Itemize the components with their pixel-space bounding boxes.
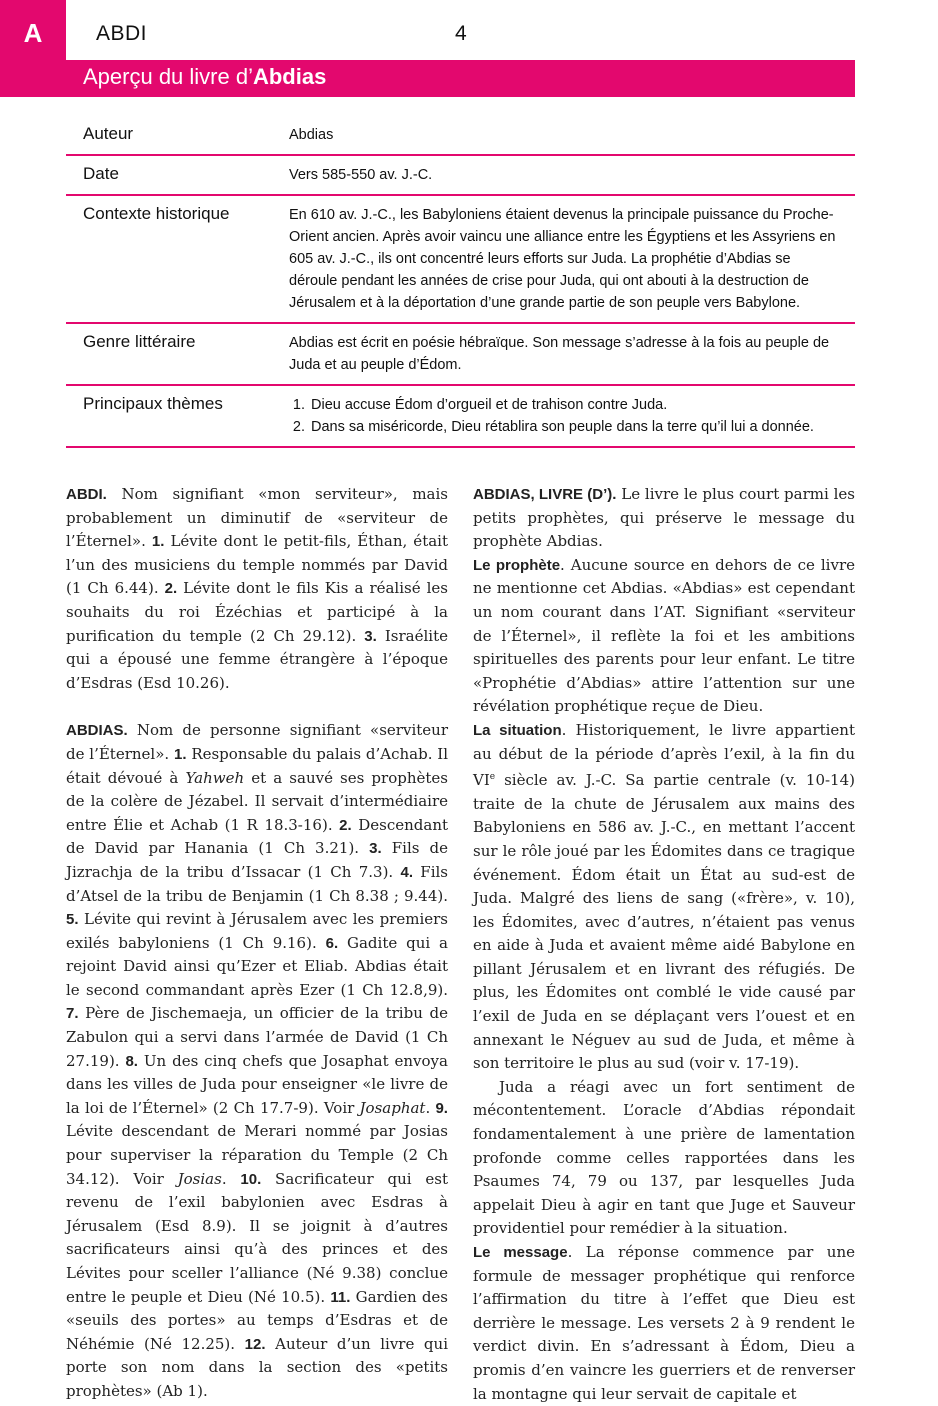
overview-row-author (66, 116, 855, 155)
overview-row-date (66, 155, 855, 195)
row-label: Genre littéraire (83, 332, 196, 351)
section-situation: La situation. Historiquement, le livre appartient au début de la période d’après l’exil, à la fin du VIe siècle av. J.-C. Sa partie centrale (v. 10-14) traite de la chute de Jérusalem aux mains des Babyloniens en 586 av. J.-C., en mettant l’accent sur le rôle joué par les Édomites dans ce tragique événement. Édom était un État au sud-est de Juda. Malgré des liens de sang («frère», v. 10), les Édomites, avec d’autres, n’étaient pas venus en aide à Juda et avaient même aidé Babylone en pillant Jérusalem et en livrant des réfugiés. De plus, les Édomites ont comblé le vide causé par l’exil de Juda en se déplaçant vers l’ouest et en annexant le Néguev au sud de Juda, et même à son territoire le plus au sud (voir v. 17-19). (473, 720, 855, 1073)
running-head: ABDI (96, 22, 148, 45)
section-letter-tab: A (0, 0, 66, 66)
row-label: Contexte historique (83, 204, 230, 223)
row-value: En 610 av. J.-C., les Babyloniens étaient devenus la principale puissance du Proche-Orient ancien. Après avoir vaincu une alliance entre les Égyptiens et les Assyriens en 605 av. J.-C., ils ont concentré leurs efforts sur Juda. La prophétie d’Abdias se déroule pendant les années de crise pour Juda, qui ont abouti à la destruction de Jérusalem et à la déportation d’une grande partie de son peuple vers Babylone. (289, 207, 836, 311)
overview-row-themes (66, 385, 855, 447)
row-value: Abdias est écrit en poésie hébraïque. Son message s’adresse à la fois au peuple de Juda et au peuple d’Édom. (289, 335, 830, 373)
entry-abdias: ABDIAS. Nom de personne signifiant «serviteur de l’Éternel». 1. Responsable du palais d’Achab. Il était dévoué à Yahweh et a sauvé ses prophètes de la colère de Jézabel. Il servait d’intermédiaire entre Élie et Achab (1 R 18.3-16). 2. Descendant de David par Hanania (1 Ch 3.21). 3. Fils de Jizrachja de la tribu d’Issacar (1 Ch 7.3). 4. Fils d’Atsel de la tribu de Benjamin (1 Ch 8.38 ; 9.44). 5. Lévite qui revint à Jérusalem avec les premiers exilés babyloniens (1 Ch 9.16). 6. Gadite qui a rejoint David ainsi qu’Ezer et Eliab. Abdias était le second commandant après Ezer (1 Ch 12.8,9). 7. Père de Jischemaeja, un officier de la tribu de Zabulon qui a servi dans l’armée de David (1 Ch 27.19). 8. Un des cinq chefs que Josaphat envoya dans les villes de Juda pour enseigner «le livre de la loi de l’Éternel» (2 Ch 17.7-9). Voir Josaphat. 9. Lévite descendant de Merari nommé par Josias pour superviser la réparation du Temple (2 Ch 34.12). Voir Josias. 10. Sacrificateur qui est revenu de l’exil babylonien avec Esdras à Jérusalem (Esd 8.9). Il se joignit à d’autres sacrificateurs ainsi qu’à des princes et des Lévites pour sceller l’alliance (Né 9.38) conclue entre le peuple et Dieu (Né 10.5). 11. Gardien des «seuils des portes» au temps d’Esdras et de Néhémie (Né 12.25). 12. Auteur d’un livre qui porte son nom dans la section des «petits prophètes» (Ab 1). (66, 721, 449, 1400)
list-item: 2. Dans sa miséricorde, Dieu rétablira son peuple dans la terre qu’il lui a donnée. (309, 416, 837, 438)
section-message: Le message. La réponse commence par une formule de messager prophétique qui renforce l’affirmation du titre à l’effet que Dieu est derrière le message. Les versets 2 à 9 rendent le verdict divin. En s’adressant à Édom, Dieu a promis d’en vaincre les guerriers et de renverser la montagne qui leur servait de capitale et (473, 1243, 855, 1403)
section-prophet: Le prophète. Aucune source en dehors de ce livre ne mentionne cet Abdias. «Abdias» est cependant un nom courant dans l’AT. Signifiant «serviteur de l’Éternel», il reflète la foi et les ambitions spirituelles des parents pour leur enfant. Le titre «Prophétie d’Abdias» attire l’attention sur une révélation prophétique reçue de Dieu. (473, 555, 855, 716)
right-column (473, 483, 855, 1406)
row-value: Abdias (289, 127, 334, 143)
overview-row-genre (66, 323, 855, 385)
subheading: La situation (473, 721, 562, 739)
row-label: Principaux thèmes (83, 394, 223, 413)
headword: ABDI. (66, 486, 107, 503)
entry-abdi: ABDI. Nom signifiant «mon serviteur», mais probablement un diminutif de «serviteur de l’Éternel». 1. Lévite dont le petit-fils, Éthan, était l’un des musiciens du temple nommés par David (1 Ch 6.44). 2. Lévite dont le fils Kis a réalisé les souhaits du roi Ézéchias et participé à la purification du temple (2 Ch 29.12). 3. Israélite qui a épousé une femme étrangère à l’époque d’Esdras (Esd 10.26). (66, 485, 448, 692)
themes-list (289, 394, 837, 438)
headword: ABDIAS, LIVRE (D’). (473, 486, 617, 503)
subheading: Le prophète (473, 556, 561, 574)
page-number: 4 (455, 22, 467, 45)
overview-row-context (66, 195, 855, 323)
overview-title: Aperçu du livre d’Abdias (83, 64, 327, 89)
left-column (66, 483, 448, 1404)
row-value: Vers 585-550 av. J.-C. (289, 167, 433, 183)
row-value (289, 385, 855, 447)
row-label: Auteur (83, 124, 134, 143)
headword: ABDIAS. (66, 722, 128, 740)
overview-table (66, 116, 855, 448)
subheading: Le message (473, 1244, 568, 1261)
list-item: 1. Dieu accuse Édom d’orgueil et de trahison contre Juda. (309, 394, 837, 416)
paragraph-reaction: Juda a réagi avec un fort sentiment de mécontentement. L’oracle d’Abdias répondait fondamentalement à une prière de lamentation profonde comme celles rapportées dans les Psaumes 74, 79 ou 137, par lesquelles Juda appelait Dieu à agir en tant que Juge et Sauveur providentiel pour remédier à la situation. (473, 1077, 855, 1238)
row-label: Date (83, 164, 119, 183)
entry-abdias-livre: ABDIAS, LIVRE (D’). Le livre le plus court parmi les petits prophètes, qui préserve le message du prophète Abdias. (473, 485, 855, 551)
